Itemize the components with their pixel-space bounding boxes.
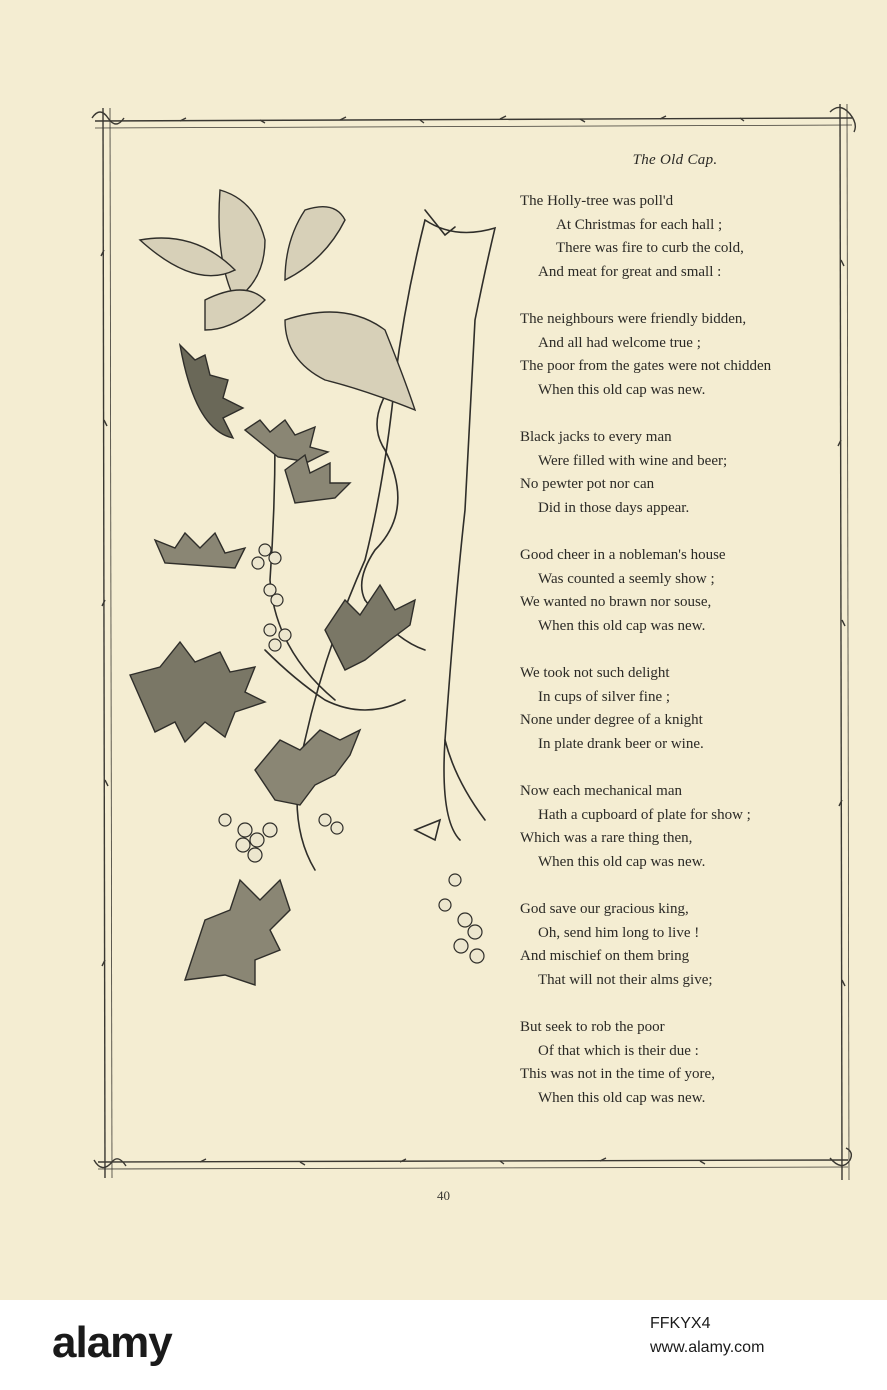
- poem-title: The Old Cap.: [632, 152, 718, 168]
- poem-line: When this old cap was new.: [538, 617, 706, 634]
- poem-line: Hath a cupboard of plate for show ;: [538, 806, 751, 823]
- poem-line: And all had welcome true ;: [538, 334, 701, 351]
- poem-line: The neighbours were friendly bidden,: [520, 311, 747, 327]
- stanza: [520, 1016, 830, 1110]
- stanza: [520, 898, 830, 992]
- poem-line: Which was a rare thing then,: [520, 830, 693, 846]
- poem-line: Of that which is their due :: [538, 1042, 699, 1059]
- poem-line: At Christmas for each hall ;: [556, 216, 723, 233]
- image-credit: [650, 1312, 764, 1360]
- poem-line: There was fire to curb the cold,: [556, 240, 744, 256]
- poem-line: Now each mechanical man: [520, 783, 683, 799]
- holly-branch-icon: [125, 180, 515, 1010]
- poem-body: [520, 190, 830, 1134]
- poem-line: None under degree of a knight: [520, 712, 703, 728]
- poem-line: The poor from the gates were not chidden: [520, 358, 772, 374]
- poem-line: No pewter pot nor can: [520, 476, 655, 492]
- poem-line: The Holly-tree was poll'd: [520, 193, 674, 209]
- poem-line: When this old cap was new.: [538, 381, 706, 398]
- poem-line: In plate drank beer or wine.: [538, 735, 704, 752]
- poem-line: Did in those days appear.: [538, 499, 690, 516]
- poem-line: When this old cap was new.: [538, 853, 706, 870]
- poem-line: In cups of silver fine ;: [538, 688, 671, 705]
- poem-line: When this old cap was new.: [538, 1089, 706, 1106]
- page-number: 40: [437, 1188, 450, 1203]
- poem-line: Good cheer in a nobleman's house: [520, 547, 726, 563]
- alamy-logo: alamy: [52, 1318, 172, 1367]
- poem-line: Oh, send him long to live !: [538, 924, 700, 941]
- stanza: [520, 190, 830, 284]
- poem-line: Were filled with wine and beer;: [538, 452, 728, 469]
- footer-banner: [0, 1300, 887, 1390]
- poem-line: This was not in the time of yore,: [520, 1066, 715, 1082]
- poem-line: But seek to rob the poor: [520, 1019, 665, 1035]
- poem-line: Was counted a seemly show ;: [538, 570, 715, 587]
- stanza: [520, 780, 830, 874]
- poem-line: And mischief on them bring: [520, 948, 690, 964]
- stanza: [520, 544, 830, 638]
- image-id: FFKYX4: [650, 1315, 711, 1332]
- stanza: [520, 426, 830, 520]
- poem-line: Black jacks to every man: [520, 429, 672, 445]
- poem-line: We took not such delight: [520, 665, 670, 681]
- poem-line: We wanted no brawn nor souse,: [520, 594, 712, 610]
- poem-line: That will not their alms give;: [538, 971, 713, 988]
- site-url: www.alamy.com: [650, 1339, 765, 1356]
- poem-line: God save our gracious king,: [520, 901, 689, 917]
- stanza: [520, 308, 830, 402]
- stanza: [520, 662, 830, 756]
- poem-line: And meat for great and small :: [538, 263, 722, 280]
